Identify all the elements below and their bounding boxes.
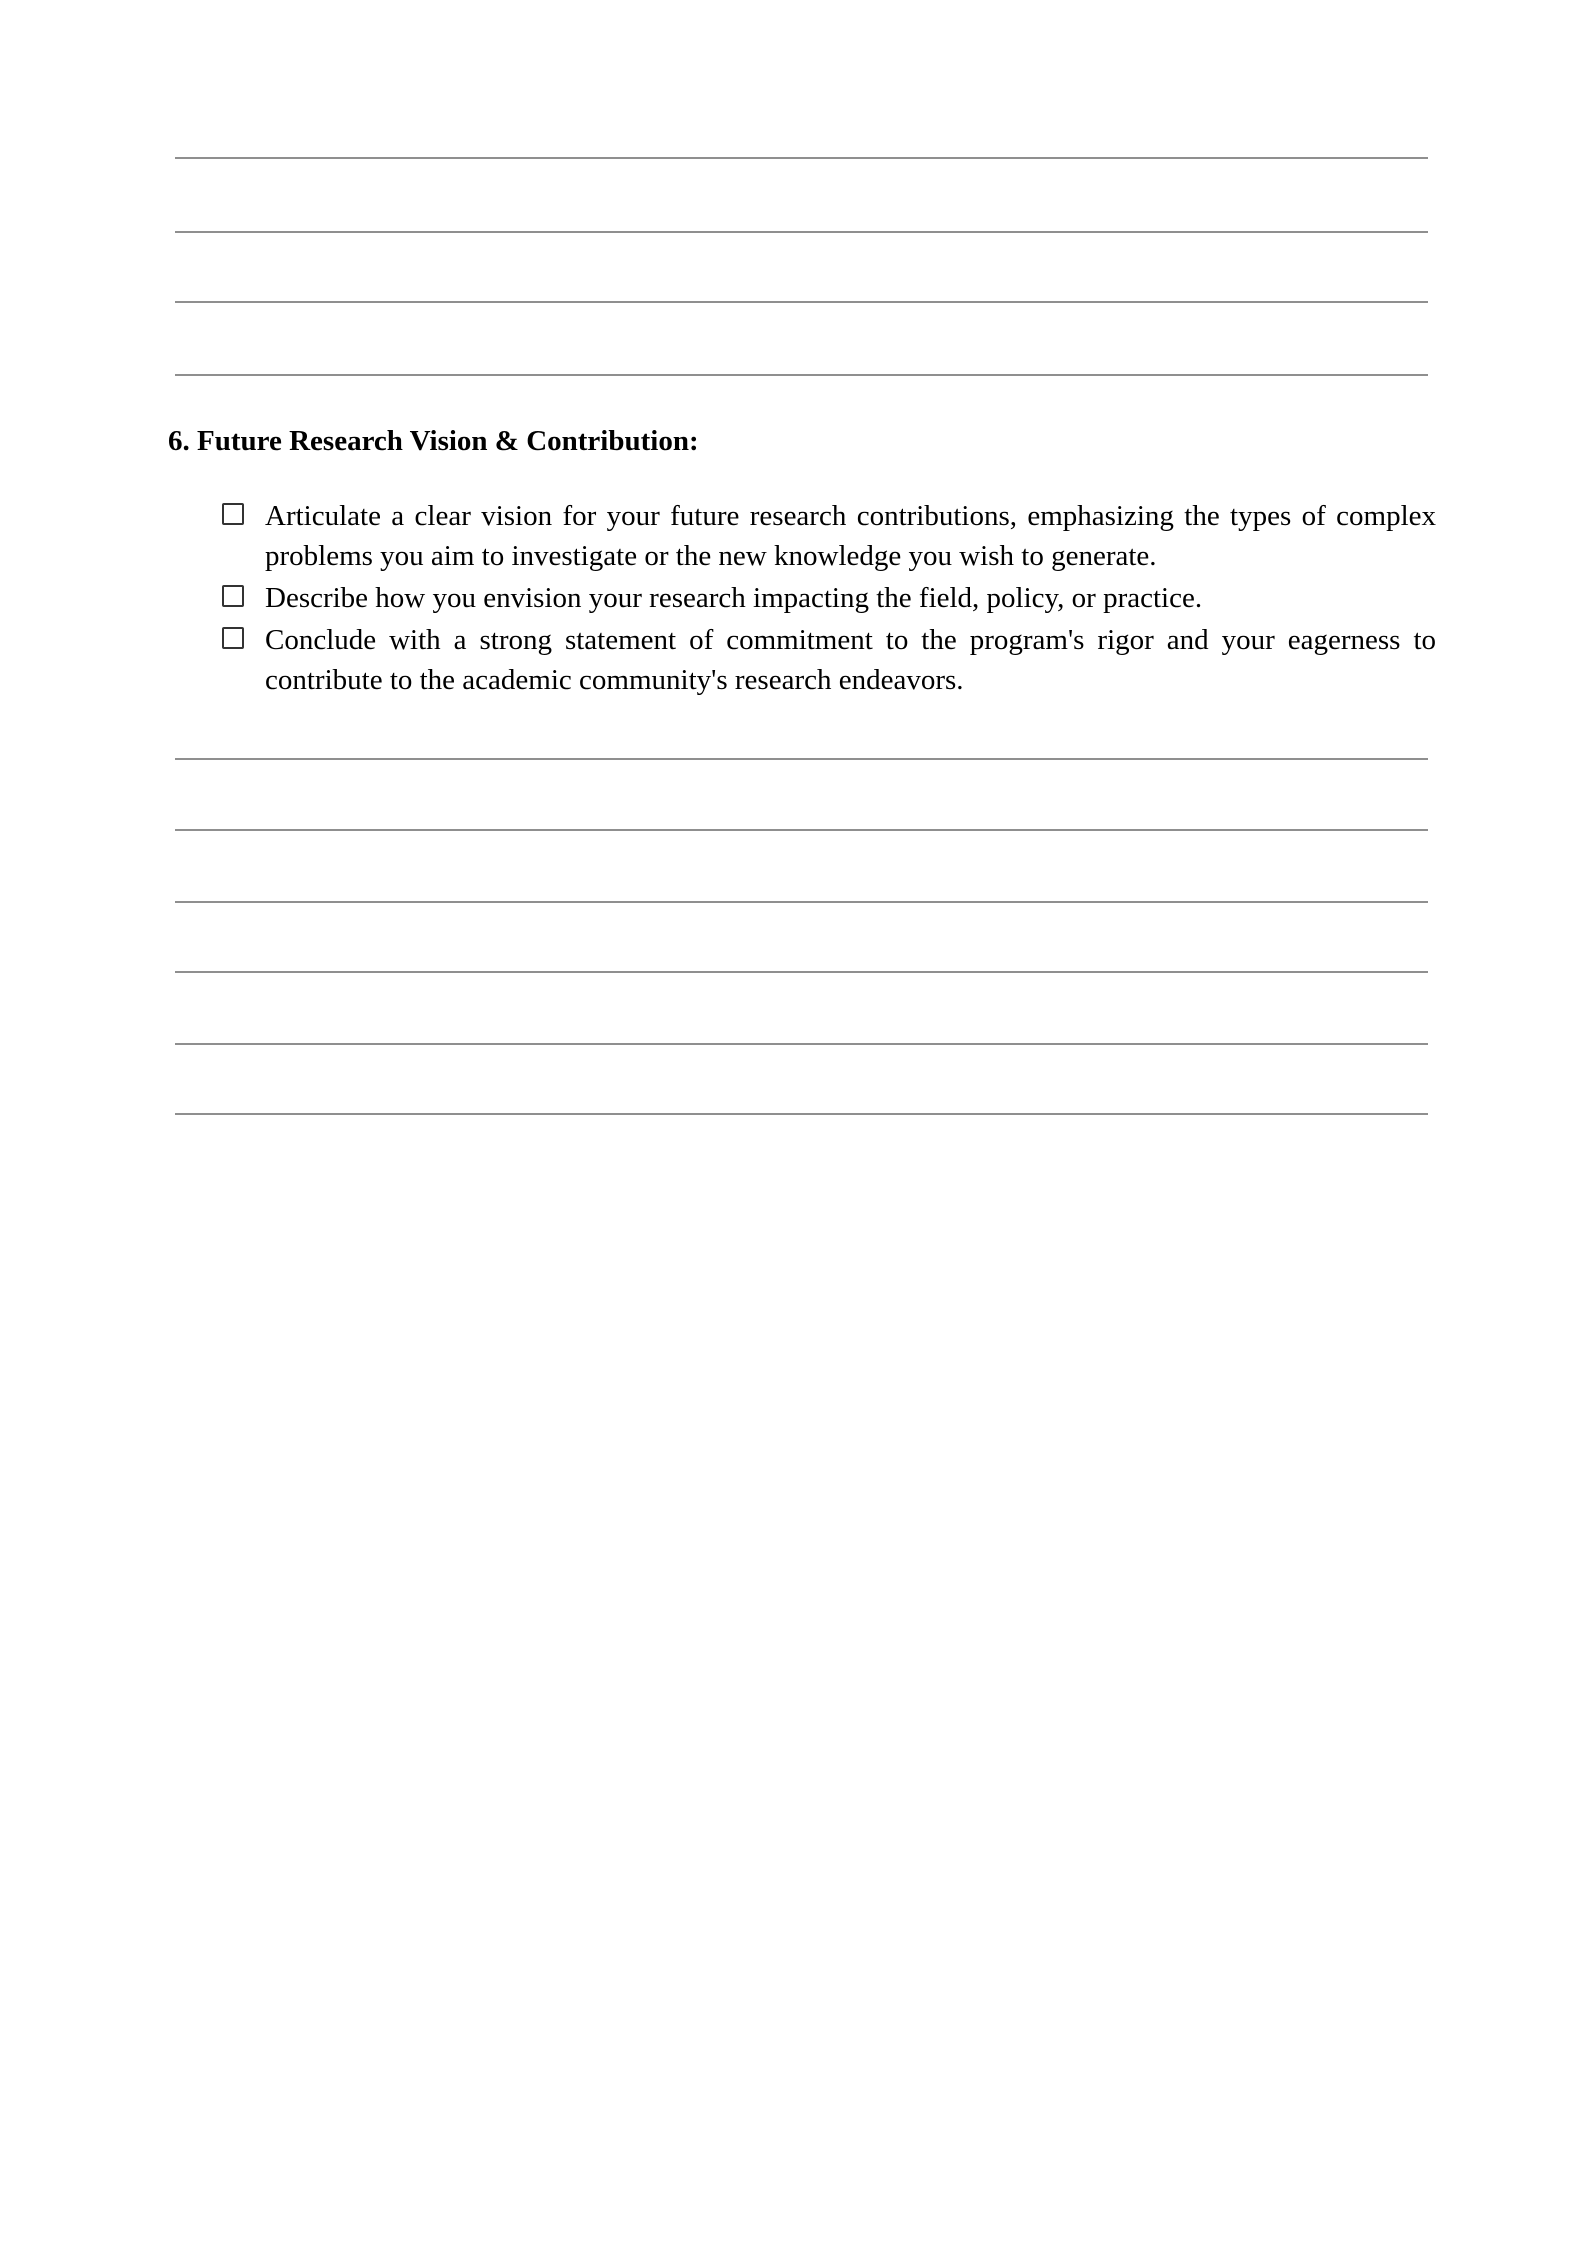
writing-line bbox=[175, 1113, 1428, 1115]
checklist bbox=[220, 496, 1436, 702]
writing-line bbox=[175, 231, 1428, 233]
checklist-item bbox=[220, 496, 1436, 576]
checkbox[interactable] bbox=[222, 585, 244, 607]
checklist-item-text: Articulate a clear vision for your future research contributions, emphasizing the types of complex problems you aim to investigate or the new knowledge you wish to generate. bbox=[265, 500, 1436, 572]
writing-line bbox=[175, 829, 1428, 831]
checklist-item bbox=[220, 620, 1436, 700]
writing-line bbox=[175, 301, 1428, 303]
checkbox[interactable] bbox=[222, 627, 244, 649]
checklist-item bbox=[220, 578, 1436, 618]
writing-line bbox=[175, 1043, 1428, 1045]
checkbox[interactable] bbox=[222, 503, 244, 525]
checklist-item-text: Conclude with a strong statement of commitment to the program's rigor and your eagerness to contribute to the academic community's research endeavors. bbox=[265, 624, 1436, 696]
checklist-item-text: Describe how you envision your research impacting the field, policy, or practice. bbox=[265, 582, 1203, 614]
writing-line bbox=[175, 758, 1428, 760]
writing-line bbox=[175, 157, 1428, 159]
writing-line bbox=[175, 971, 1428, 973]
writing-line bbox=[175, 901, 1428, 903]
writing-line bbox=[175, 374, 1428, 376]
section-heading: 6. Future Research Vision & Contribution: bbox=[168, 425, 699, 457]
